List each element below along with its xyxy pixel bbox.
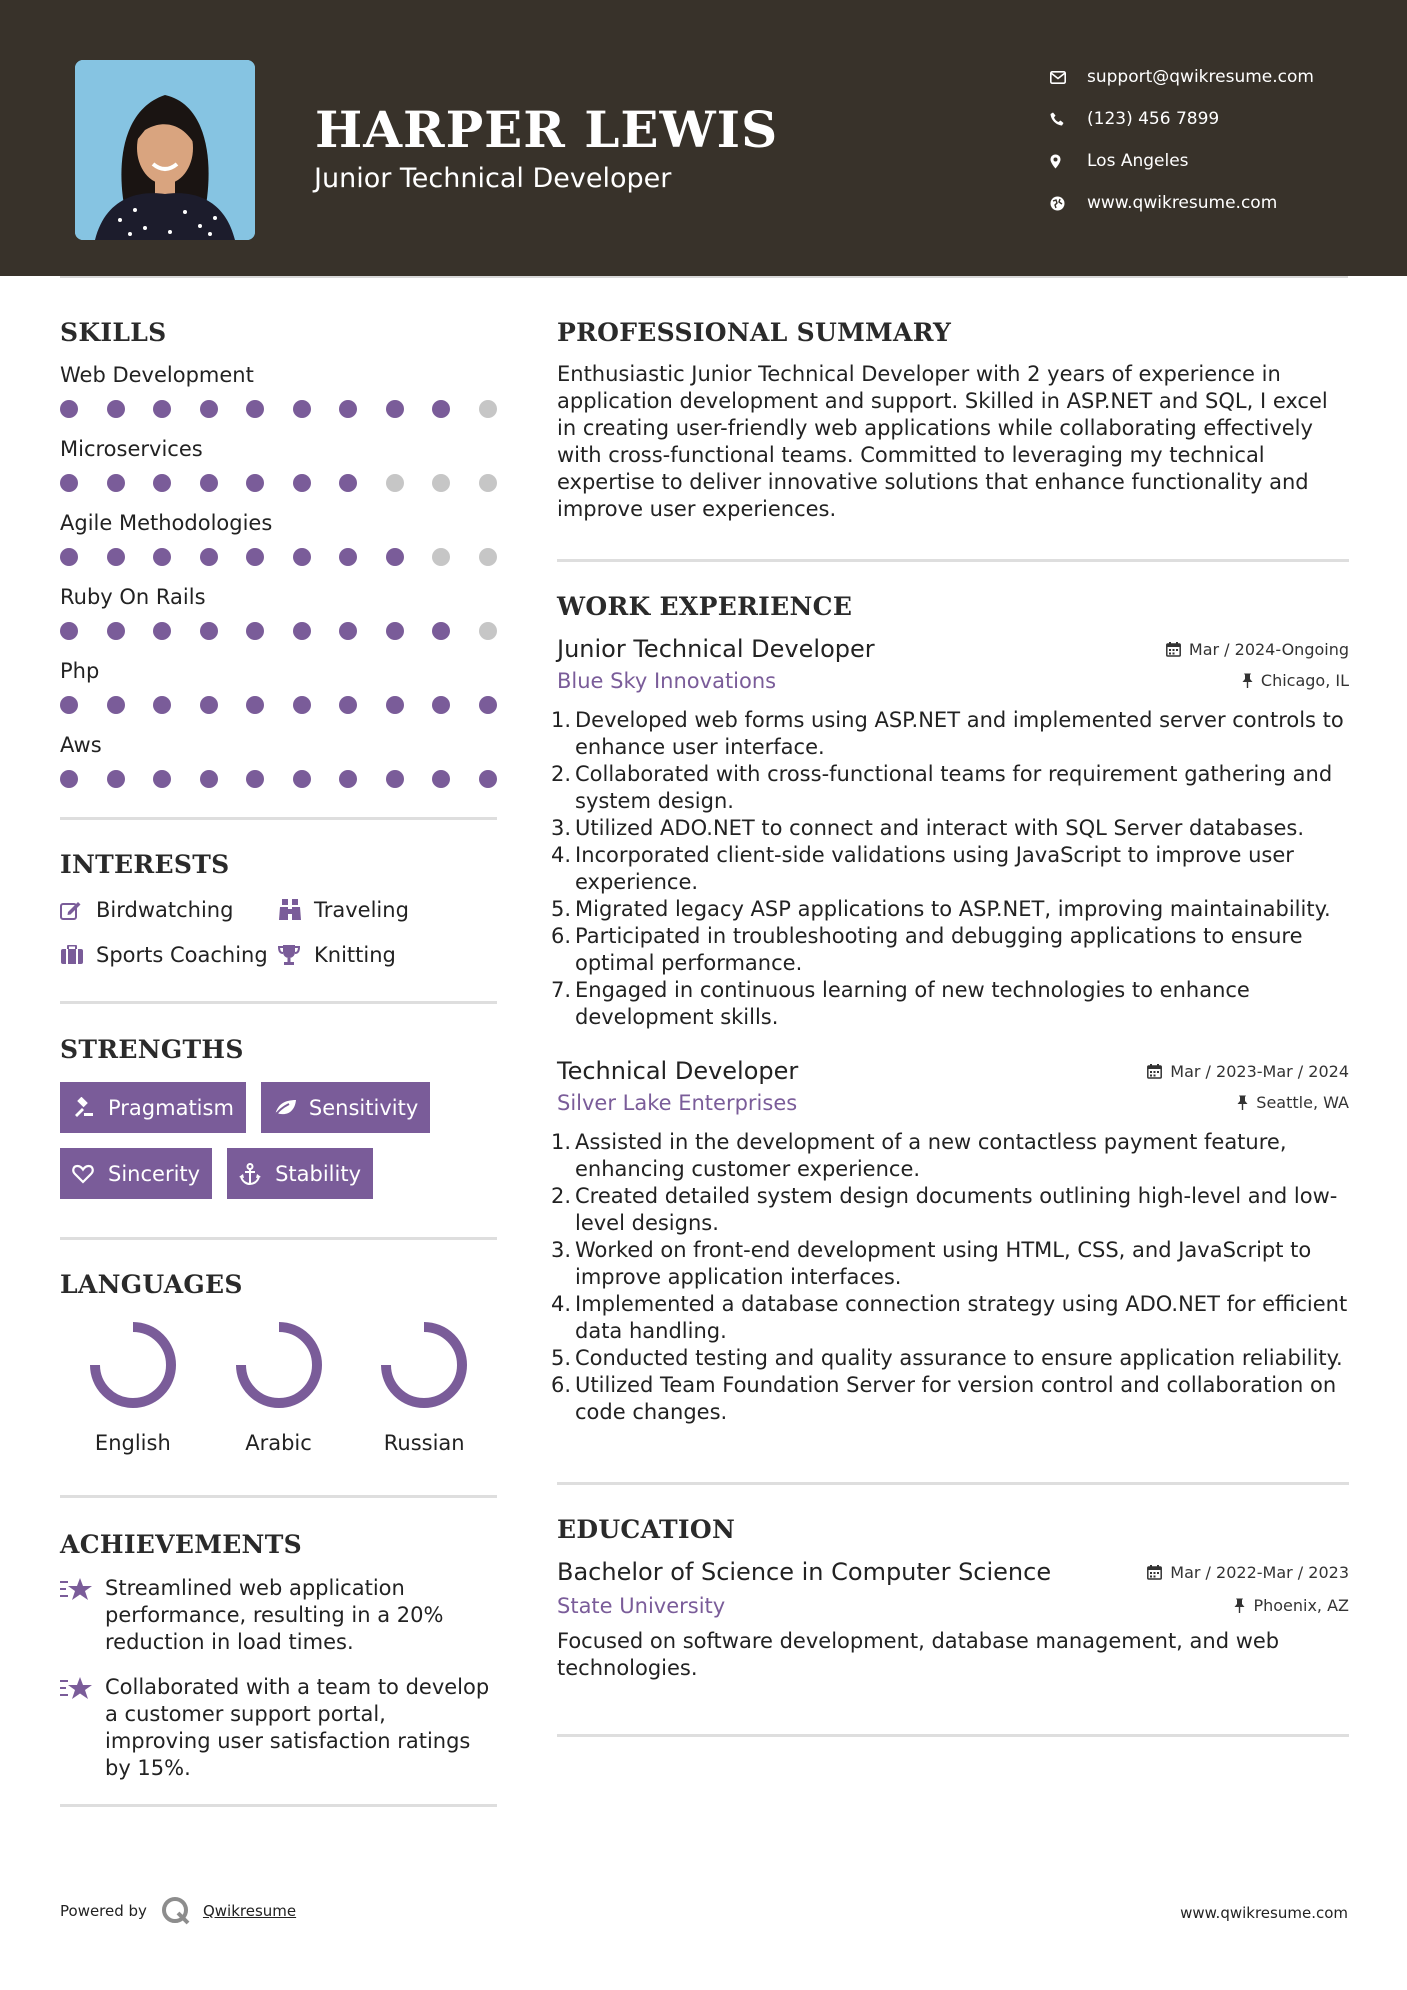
- briefcase-icon: [60, 945, 96, 965]
- skill-dot-filled: [107, 548, 125, 566]
- contact-email[interactable]: [1050, 56, 1380, 98]
- skill-dot-filled: [293, 400, 311, 418]
- language-proficiency-arc: [95, 1327, 171, 1403]
- trophy-icon: [278, 944, 314, 966]
- bullet-item: [551, 923, 1349, 977]
- skill-name: Microservices: [60, 437, 203, 461]
- skill-dot-filled: [293, 770, 311, 788]
- pencil-square-icon: [60, 900, 96, 920]
- strength-label: Sincerity: [108, 1161, 201, 1186]
- bullet-number: 1.: [551, 708, 572, 732]
- bullet-text: Conducted testing and quality assurance to ensure application reliability.: [575, 1346, 1343, 1370]
- footer-powered-by: [60, 1896, 296, 1926]
- job-bullets: [551, 707, 1349, 1031]
- skill-rating: [60, 537, 497, 583]
- strength-label: Stability: [275, 1161, 362, 1186]
- skill-dot-filled: [60, 548, 78, 566]
- company-name: Blue Sky Innovations: [557, 669, 777, 693]
- star-list-icon: [60, 1575, 105, 1656]
- section-divider: [60, 817, 497, 820]
- strengths-list: [60, 1082, 497, 1199]
- interest-item: [278, 893, 478, 926]
- globe-icon: [1050, 196, 1087, 211]
- bullet-text: Engaged in continuous learning of new technologies to enhance development skills.: [575, 978, 1250, 1029]
- interests-list: [60, 893, 497, 971]
- summary-text: Enthusiastic Junior Technical Developer with 2 years of experience in application development and support. Skilled in ASP.NET and SQL, I excel in creating user-friendly web applications while collaborating effectively with cross-functional teams. Committed to leveraging my technical expertise to deliver innovative solutions that enhance functionality and improve user experiences.: [557, 362, 1328, 521]
- bullet-number: 1.: [551, 1130, 572, 1154]
- skill-dot-filled: [479, 696, 497, 714]
- envelope-icon: [1050, 71, 1087, 84]
- skill-dot-filled: [293, 474, 311, 492]
- degree-title: Bachelor of Science in Computer Science: [557, 1558, 1052, 1586]
- education-dates: [1147, 1563, 1349, 1582]
- skill-dot-filled: [293, 696, 311, 714]
- language-proficiency-arc: [241, 1327, 317, 1403]
- skill-dot-filled: [153, 474, 171, 492]
- strength-label: Sensitivity: [308, 1095, 419, 1120]
- pushpin-icon: [1242, 673, 1253, 688]
- job-dates: [1147, 1062, 1349, 1081]
- summary-title: PROFESSIONAL SUMMARY: [557, 318, 952, 347]
- bullet-number: 3.: [551, 816, 572, 840]
- qwikresume-link[interactable]: Qwikresume: [202, 1902, 297, 1920]
- skill-rating: [60, 685, 497, 731]
- skill-dot-filled: [153, 770, 171, 788]
- interest-label: Knitting: [314, 942, 396, 967]
- interest-label: Traveling: [314, 897, 409, 922]
- skill-name: Php: [60, 659, 100, 683]
- map-pin-icon: [1050, 154, 1087, 169]
- skill-name: Aws: [60, 733, 102, 757]
- achievement-item: [60, 1674, 497, 1782]
- candidate-name: HARPER LEWIS: [315, 100, 779, 159]
- skill-name: Web Development: [60, 363, 254, 387]
- language-item: [351, 1319, 497, 1455]
- skill-dot-filled: [153, 696, 171, 714]
- achievement-text: Streamlined web application performance, resulting in a 20% reduction in load times.: [105, 1576, 444, 1654]
- language-label: Arabic: [245, 1431, 312, 1455]
- anchor-icon: [239, 1163, 275, 1185]
- job-location: [1242, 671, 1349, 690]
- bullet-number: 7.: [551, 978, 572, 1002]
- strength-tag: [60, 1082, 246, 1133]
- contact-email-text: support@qwikresume.com: [1087, 67, 1314, 87]
- skill-dot-filled: [153, 400, 171, 418]
- bullet-text: Utilized ADO.NET to connect and interact with SQL Server databases.: [575, 816, 1304, 840]
- language-item: [206, 1319, 352, 1455]
- strength-label: Pragmatism: [108, 1095, 234, 1120]
- job-location-text: Chicago, IL: [1260, 671, 1349, 690]
- bullet-text: Participated in troubleshooting and debugging applications to ensure optimal performance.: [575, 924, 1303, 975]
- bullet-item: [551, 707, 1349, 761]
- skill-dot-filled: [339, 622, 357, 640]
- skill-dot-filled: [339, 400, 357, 418]
- interest-item: [278, 938, 478, 971]
- education-title: EDUCATION: [557, 1515, 736, 1544]
- interest-label: Sports Coaching: [96, 942, 268, 967]
- bullet-text: Developed web forms using ASP.NET and implemented server controls to enhance user interface.: [575, 708, 1344, 759]
- bullet-number: 2.: [551, 762, 572, 786]
- achievement-item: [60, 1575, 497, 1656]
- skill-dot-filled: [386, 400, 404, 418]
- bullet-text: Utilized Team Foundation Server for version control and collaboration on code changes.: [575, 1373, 1337, 1424]
- contact-location-text: Los Angeles: [1087, 151, 1189, 171]
- language-proficiency-arc: [386, 1327, 462, 1403]
- bullet-number: 2.: [551, 1184, 572, 1208]
- bullet-text: Implemented a database connection strategy using ADO.NET for efficient data handling.: [575, 1292, 1348, 1343]
- achievement-text: Collaborated with a team to develop a customer support portal, improving user satisfaction ratings by 15%.: [105, 1675, 490, 1780]
- skill-dot-empty: [479, 548, 497, 566]
- bullet-text: Worked on front-end development using HTML, CSS, and JavaScript to improve application interfaces.: [575, 1238, 1312, 1289]
- skill-dot-filled: [60, 770, 78, 788]
- star-list-icon: [60, 1674, 105, 1782]
- skill-dot-filled: [293, 622, 311, 640]
- skill-dot-filled: [60, 696, 78, 714]
- bullet-text: Incorporated client-side validations using JavaScript to improve user experience.: [575, 843, 1294, 894]
- bullet-item: [551, 1183, 1349, 1237]
- binoculars-icon: [278, 899, 314, 921]
- skill-dot-filled: [60, 400, 78, 418]
- right-column: [551, 318, 1349, 1737]
- bullet-text: Migrated legacy ASP applications to ASP.NET, improving maintainability.: [575, 897, 1331, 921]
- gavel-icon: [72, 1097, 108, 1119]
- bullet-number: 6.: [551, 924, 572, 948]
- job-title: Junior Technical Developer: [557, 635, 875, 663]
- header: [0, 0, 1407, 276]
- bullet-number: 5.: [551, 897, 572, 921]
- pushpin-icon: [1237, 1095, 1248, 1110]
- skill-dot-filled: [293, 548, 311, 566]
- job-entry: [551, 635, 1349, 1031]
- skill-dot-filled: [107, 622, 125, 640]
- skill-dot-filled: [107, 770, 125, 788]
- skills-title: SKILLS: [60, 318, 167, 347]
- section-divider: [557, 1482, 1349, 1485]
- job-dates-text: Mar / 2024-Ongoing: [1188, 640, 1349, 659]
- header-divider: [60, 276, 1348, 278]
- skill-dot-filled: [339, 548, 357, 566]
- skill-dot-filled: [479, 770, 497, 788]
- bullet-item: [551, 1372, 1349, 1426]
- bullet-number: 4.: [551, 843, 572, 867]
- contact-list: [1050, 56, 1380, 224]
- bullet-text: Created detailed system design documents outlining high-level and low-level designs.: [575, 1184, 1338, 1235]
- languages-list: [60, 1319, 497, 1455]
- school-name: State University: [557, 1594, 726, 1618]
- contact-phone-text: (123) 456 7899: [1087, 109, 1220, 129]
- strength-tag: [227, 1148, 373, 1199]
- language-label: Russian: [383, 1431, 465, 1455]
- experience-title: WORK EXPERIENCE: [557, 592, 853, 621]
- section-divider: [557, 559, 1349, 562]
- pushpin-icon: [1234, 1598, 1245, 1613]
- education-location-text: Phoenix, AZ: [1253, 1596, 1349, 1615]
- skill-dot-filled: [432, 770, 450, 788]
- skill-dot-empty: [386, 474, 404, 492]
- left-column: [60, 318, 497, 1807]
- skill-dot-filled: [386, 622, 404, 640]
- bullet-item: [551, 1237, 1349, 1291]
- strength-tag: [60, 1148, 212, 1199]
- leaf-icon: [273, 1098, 309, 1118]
- interest-label: Birdwatching: [96, 897, 234, 922]
- section-divider: [60, 1804, 497, 1807]
- job-dates: [1166, 640, 1349, 659]
- skill-dot-filled: [339, 474, 357, 492]
- contact-phone[interactable]: [1050, 98, 1380, 140]
- job-entry: [551, 1057, 1349, 1426]
- education-entry: [557, 1558, 1349, 1682]
- heart-icon: [72, 1164, 108, 1184]
- skill-dot-filled: [107, 400, 125, 418]
- language-label: English: [94, 1431, 171, 1455]
- interest-item: [60, 938, 278, 971]
- skill-dot-empty: [479, 474, 497, 492]
- skill-dot-filled: [200, 548, 218, 566]
- skill-dot-filled: [246, 400, 264, 418]
- education-text: Focused on software development, database management, and web technologies.: [557, 1629, 1280, 1680]
- candidate-role: Junior Technical Developer: [314, 163, 672, 194]
- bullet-item: [551, 761, 1349, 815]
- achievements-title: ACHIEVEMENTS: [60, 1530, 302, 1559]
- bullet-item: [551, 896, 1349, 923]
- bullet-item: [551, 1345, 1349, 1372]
- job-bullets: [551, 1129, 1349, 1426]
- bullet-text: Collaborated with cross-functional teams for requirement gathering and system design.: [575, 762, 1333, 813]
- company-name: Silver Lake Enterprises: [557, 1091, 798, 1115]
- bullet-text: Assisted in the development of a new contactless payment feature, enhancing customer experience.: [575, 1130, 1287, 1181]
- bullet-number: 5.: [551, 1346, 572, 1370]
- language-proficiency-ring: [378, 1319, 470, 1411]
- skill-dot-filled: [200, 622, 218, 640]
- contact-website[interactable]: [1050, 182, 1380, 224]
- powered-by-text: Powered by: [60, 1902, 147, 1920]
- section-divider: [60, 1001, 497, 1004]
- skill-dot-filled: [153, 548, 171, 566]
- calendar-icon: [1166, 642, 1181, 657]
- skill-dot-filled: [432, 696, 450, 714]
- bullet-item: [551, 977, 1349, 1031]
- skill-name: Ruby On Rails: [60, 585, 206, 609]
- profile-photo: [75, 60, 255, 240]
- achievements-list: [60, 1575, 497, 1782]
- skill-dot-empty: [479, 400, 497, 418]
- section-divider: [60, 1495, 497, 1498]
- calendar-icon: [1147, 1064, 1162, 1079]
- skill-rating: [60, 759, 497, 805]
- bullet-item: [551, 1291, 1349, 1345]
- interests-title: INTERESTS: [60, 850, 230, 879]
- skill-dot-empty: [479, 622, 497, 640]
- skill-dot-filled: [386, 696, 404, 714]
- bullet-number: 6.: [551, 1373, 572, 1397]
- skill-dot-filled: [339, 696, 357, 714]
- strengths-title: STRENGTHS: [60, 1035, 244, 1064]
- education-location: [1234, 1596, 1349, 1615]
- skill-dot-filled: [200, 696, 218, 714]
- skill-dot-filled: [386, 548, 404, 566]
- skill-dot-filled: [60, 474, 78, 492]
- footer-site[interactable]: www.qwikresume.com: [1180, 1904, 1348, 1922]
- skill-dot-filled: [386, 770, 404, 788]
- bullet-item: [551, 815, 1349, 842]
- phone-icon: [1050, 112, 1087, 126]
- interest-item: [60, 893, 278, 926]
- skill-rating: [60, 463, 497, 509]
- education-dates-text: Mar / 2022-Mar / 2023: [1170, 1563, 1349, 1582]
- skill-dot-empty: [432, 474, 450, 492]
- job-location-text: Seattle, WA: [1256, 1093, 1349, 1112]
- skill-rating: [60, 611, 497, 657]
- contact-location: [1050, 140, 1380, 182]
- skill-dot-filled: [60, 622, 78, 640]
- skill-dot-filled: [246, 696, 264, 714]
- language-proficiency-ring: [233, 1319, 325, 1411]
- skill-dot-filled: [246, 548, 264, 566]
- bullet-item: [551, 842, 1349, 896]
- job-dates-text: Mar / 2023-Mar / 2024: [1170, 1062, 1349, 1081]
- skill-dot-filled: [153, 622, 171, 640]
- skill-dot-filled: [200, 770, 218, 788]
- skill-dot-filled: [200, 400, 218, 418]
- qwikresume-logo-icon: [161, 1896, 191, 1926]
- job-location: [1237, 1093, 1349, 1112]
- bullet-item: [551, 1129, 1349, 1183]
- section-divider: [60, 1237, 497, 1240]
- skill-dot-filled: [200, 474, 218, 492]
- skill-dot-filled: [432, 622, 450, 640]
- bullet-number: 4.: [551, 1292, 572, 1316]
- language-proficiency-ring: [87, 1319, 179, 1411]
- job-title: Technical Developer: [557, 1057, 799, 1085]
- skill-dot-filled: [339, 770, 357, 788]
- skill-rating: [60, 389, 497, 435]
- skills-list: [60, 361, 497, 805]
- language-item: [60, 1319, 206, 1455]
- skill-dot-filled: [246, 622, 264, 640]
- bullet-number: 3.: [551, 1238, 572, 1262]
- skill-dot-filled: [107, 474, 125, 492]
- skill-dot-filled: [432, 400, 450, 418]
- skill-dot-filled: [246, 474, 264, 492]
- contact-website-text: www.qwikresume.com: [1087, 193, 1278, 213]
- strength-tag: [261, 1082, 430, 1133]
- section-divider: [557, 1734, 1349, 1737]
- skill-name: Agile Methodologies: [60, 511, 273, 535]
- languages-title: LANGUAGES: [60, 1270, 243, 1299]
- skill-dot-empty: [432, 548, 450, 566]
- skill-dot-filled: [246, 770, 264, 788]
- skill-dot-filled: [107, 696, 125, 714]
- calendar-icon: [1147, 1565, 1162, 1580]
